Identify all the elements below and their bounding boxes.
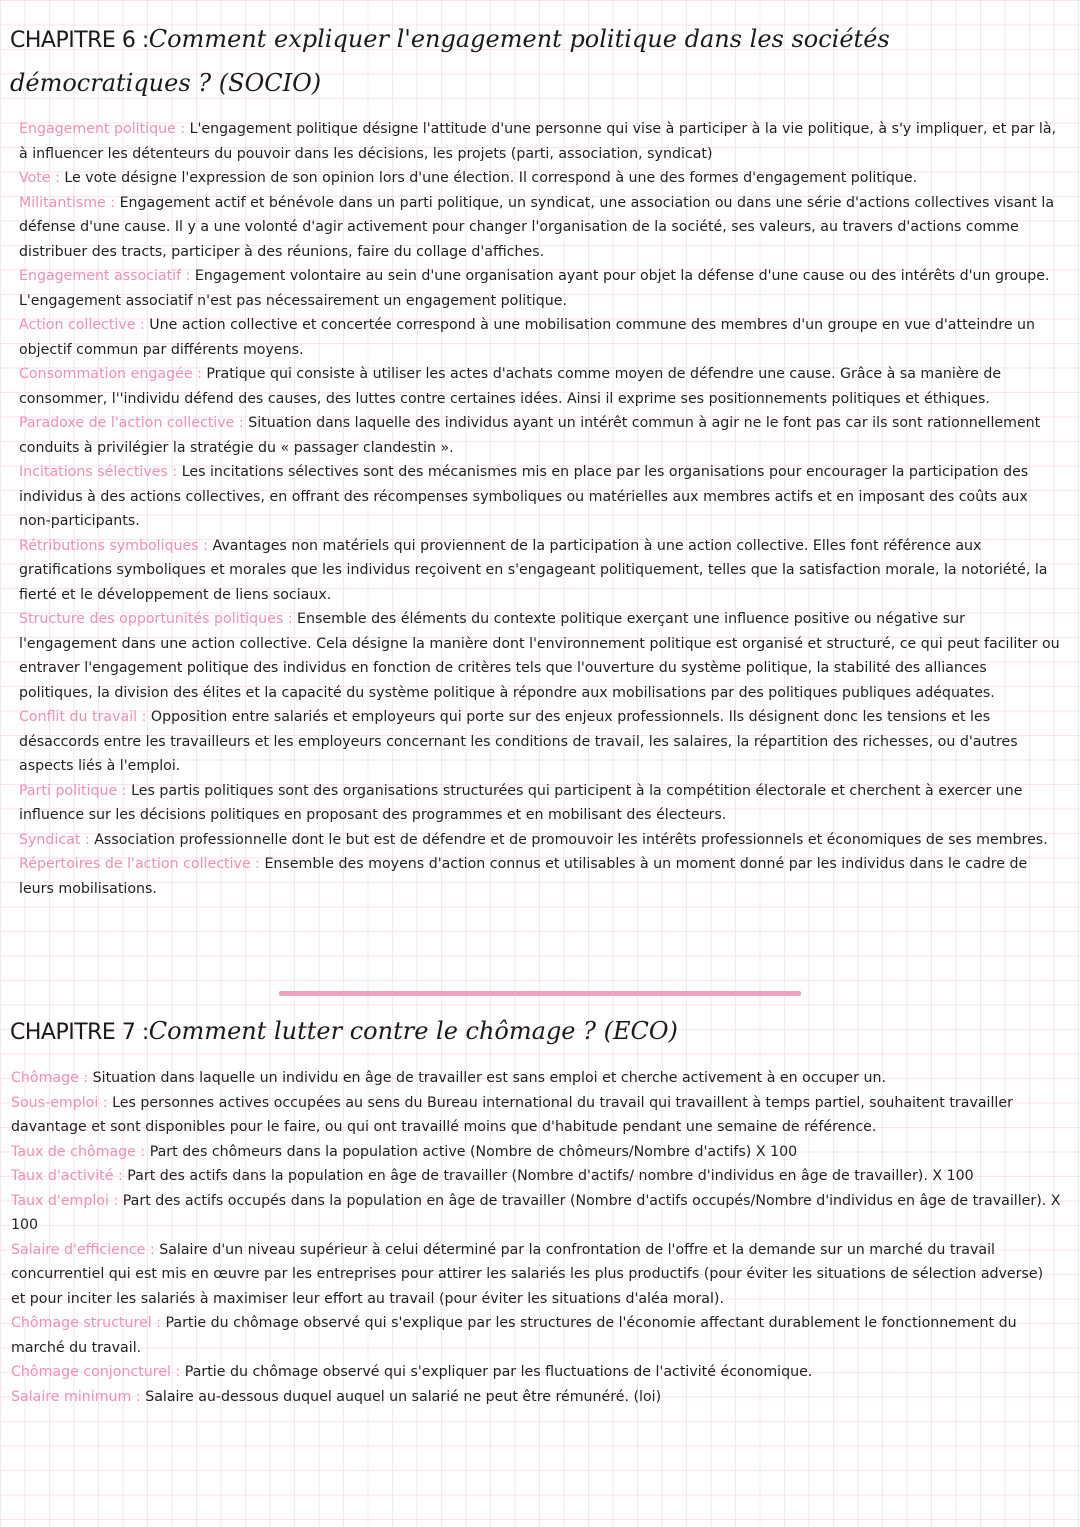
definition-item	[19, 166, 1064, 191]
chapter-7-title-text: Comment lutter contre le chômage ? (ECO)	[148, 1017, 678, 1045]
definition-text: Ensemble des moyens d'action connus et utilisables à un moment donné par les individus dans le cadre de leurs mobilisations.	[19, 856, 1028, 897]
definition-text: Part des actifs dans la population en âge de travailler (Nombre d'actifs/ nombre d'individus en âge de travailler). X 100	[127, 1168, 974, 1184]
definition-term: Engagement associatif	[19, 268, 182, 284]
definition-text: Part des chômeurs dans la population active (Nombre de chômeurs/Nombre d'actifs) X 100	[149, 1143, 798, 1160]
definition-item	[19, 828, 1064, 853]
definition-term: Incitations sélectives	[19, 464, 168, 480]
definition-separator: :	[105, 194, 120, 211]
definition-text: Situation dans laquelle un individu en âge de travailler est sans emploi et cherche activement à en occuper un.	[92, 1070, 886, 1086]
definition-separator: :	[167, 464, 182, 480]
definition-term: Taux d'emploi	[11, 1192, 109, 1209]
definition-text: Partie du chômage observé qui s'expliquer par les fluctuations de l'activité économique.	[184, 1364, 813, 1380]
definition-separator: :	[198, 537, 213, 554]
definition-text: Part des actifs occupés dans la population en âge de travailler (Nombre d'actifs occupés/Nombre d'individus en âge de travailler). X 100	[11, 1192, 1061, 1233]
definition-item	[11, 1238, 1061, 1312]
definition-separator: :	[181, 268, 195, 284]
definition-text: Engagement volontaire au sein d'une organisation ayant pour objet la défense d'une cause ou des intérêts d'un groupe. L'engagement associatif n'est pas nécessairement un engagement politique.	[19, 268, 1050, 309]
definition-item	[19, 313, 1064, 362]
definition-item	[19, 607, 1064, 705]
definition-text: Salaire d'un niveau supérieur à celui déterminé par la confrontation de l'offre et la demande sur un marché du travail concurrentiel qui est mis en œuvre par les entreprises pour attirer les salariés les plus productifs (pour éviter les situations de sélection adverse) et pour inciter les salariés à maximiser leur effort au travail (pour éviter les situations d'aléa moral).	[11, 1241, 1044, 1307]
definition-separator: :	[151, 1315, 166, 1331]
definition-separator: :	[137, 709, 151, 725]
definition-text: L'engagement politique désigne l'attitude d'une personne qui vise à participer à la vie politique, à s'y impliquer, et par là, à influencer les détenteurs du pouvoir dans les décisions, les projets (parti, association, syndicat)	[19, 121, 1057, 162]
definition-item	[19, 411, 1064, 460]
definition-text: Pratique qui consiste à utiliser les actes d'achats comme moyen de défendre une cause. Grâce à sa manière de consommer, l''individu défend des causes, des luttes contre certaines idées. Ainsi il exprime ses positionnements politiques et éthiques.	[19, 366, 1002, 407]
definition-item	[11, 1091, 1061, 1140]
definition-term: Taux de chômage	[11, 1143, 136, 1160]
definition-text: Partie du chômage observé qui s'explique par les structures de l'économie affectant durablement le fonctionnement du marché du travail.	[11, 1315, 1017, 1356]
definition-term: Paradoxe de l'action collective	[19, 415, 235, 431]
definition-item	[19, 705, 1064, 779]
definition-term: Syndicat	[19, 831, 81, 848]
definition-term: Action collective	[19, 317, 136, 333]
definition-term: Consommation engagée	[19, 366, 193, 382]
definition-separator: :	[234, 415, 249, 431]
definition-text: Engagement actif et bénévole dans un parti politique, un syndicat, une association ou dans une série d'actions collectives visant la défense d'une cause. Il y a une volonté d'agir activement pour changer l'organisation de la société, ses valeurs, au travers d'actions comme distribuer des tracts, participer à des réunions, faire du collage d'affiches.	[19, 194, 1055, 260]
definition-separator: :	[113, 1168, 128, 1184]
definition-text: Les personnes actives occupées au sens du Bureau international du travail qui travaillent à temps partiel, souhaitent travailler davantage et sont disponibles pour le faire, ou qui ont travaillé moins que d'habitude pendant une semaine de référence.	[11, 1094, 1013, 1135]
definition-separator: :	[80, 831, 95, 848]
definition-separator: :	[131, 1388, 146, 1405]
chapter-6-title	[10, 18, 1010, 104]
definition-item	[19, 191, 1064, 265]
definition-item	[19, 779, 1064, 828]
definition-term: Taux d'activité	[11, 1168, 114, 1184]
definition-item	[11, 1385, 1061, 1410]
definition-text: Le vote désigne l'expression de son opinion lors d'une élection. Il correspond à une des formes d'engagement politique.	[64, 170, 918, 186]
definition-term: Parti politique	[19, 782, 118, 799]
definition-text: Opposition entre salariés et employeurs qui porte sur des enjeux professionnels. Ils désignent donc les tensions et les désaccords entre les travailleurs et les employeurs concernant les conditions de travail, les salaires, la répartition des richesses, ou d'autres aspects liés à l'emploi.	[19, 709, 1018, 774]
definition-item	[11, 1360, 1061, 1385]
definition-text: Salaire au-dessous duquel auquel un salarié ne peut être rémunéré. (loi)	[145, 1388, 662, 1405]
definition-term: Salaire d'efficience	[11, 1241, 146, 1258]
definition-term: Structure des opportunités politiques	[19, 611, 284, 627]
definition-text: Les partis politiques sont des organisations structurées qui participent à la compétition électorale et cherchent à exercer une influence sur les décisions politiques en proposant des programmes et en mobilisant des électeurs.	[19, 782, 1023, 823]
chapter-6-title-text: Comment expliquer l'engagement politique dans les sociétés démocratiques ? (SOCIO)	[10, 25, 890, 97]
definition-text: Les incitations sélectives sont des mécanismes mis en place par les organisations pour encourager la participation des individus à des actions collectives, en offrant des récompenses symboliques ou matérielles aux membres actifs et en imposant des coûts aux non-participants.	[19, 464, 1029, 529]
definition-term: Sous-emploi	[11, 1094, 99, 1111]
definition-item	[19, 534, 1064, 608]
definition-term: Répertoires de l'action collective	[19, 856, 251, 872]
definition-item	[11, 1140, 1061, 1165]
chapter-6-definitions	[19, 117, 1064, 901]
definition-separator: :	[145, 1241, 160, 1258]
definition-term: Vote	[19, 170, 51, 186]
definition-separator: :	[250, 856, 265, 872]
definition-text: Une action collective et concertée correspond à une mobilisation commune des membres d'un groupe en vue d'atteindre un objectif commun par différents moyens.	[19, 317, 1036, 358]
definition-text: Situation dans laquelle des individus ayant un intérêt commun à agir ne le font pas car ils sont rationnellement conduits à privilégier la stratégie du « passager clandestin ».	[19, 415, 1041, 456]
chapter-7-lead: CHAPITRE 7 :	[10, 1020, 149, 1045]
definition-item	[19, 117, 1064, 166]
definition-item	[19, 362, 1064, 411]
chapter-6-lead: CHAPITRE 6 :	[10, 28, 149, 53]
definition-item	[11, 1164, 1061, 1189]
definition-text: Avantages non matériels qui proviennent de la participation à une action collective. Elles font référence aux gratifications symboliques et morales que les individus reçoivent en s'engageant politiquement, telles que la satisfaction morale, la notoriété, la fierté et le développement de liens sociaux.	[19, 537, 1048, 603]
definition-separator: :	[108, 1192, 123, 1209]
definition-term: Chômage	[11, 1070, 79, 1086]
definition-separator: :	[135, 1143, 150, 1160]
definition-separator: :	[135, 317, 150, 333]
definition-item	[19, 460, 1064, 534]
definition-separator: :	[283, 611, 298, 627]
definition-term: Engagement politique	[19, 121, 176, 137]
section-divider	[279, 991, 801, 996]
chapter-7-title	[10, 1010, 1010, 1054]
definition-item	[11, 1311, 1061, 1360]
definition-separator: :	[175, 121, 190, 137]
definition-item	[19, 852, 1064, 901]
definition-text: Association professionnelle dont le but est de défendre et de promouvoir les intérêts professionnels et économiques de ses membres.	[94, 831, 1048, 848]
definition-separator: :	[117, 782, 132, 799]
definition-separator: :	[192, 366, 207, 382]
definition-separator: :	[170, 1364, 185, 1380]
definition-item	[11, 1189, 1061, 1238]
definition-item	[19, 264, 1064, 313]
definition-term: Conflit du travail	[19, 709, 138, 725]
definition-term: Salaire minimum	[11, 1388, 132, 1405]
definition-separator: :	[78, 1070, 93, 1086]
definition-term: Militantisme	[19, 194, 106, 211]
definition-separator: :	[98, 1094, 113, 1111]
chapter-7-definitions	[11, 1066, 1061, 1409]
definition-text: Ensemble des éléments du contexte politique exerçant une influence positive ou négative sur l'engagement dans une action collective. Cela désigne la manière dont l'environnement politique est organisé et structuré, ce qui peut faciliter ou entraver l'engagement politique des individus en fonction de critères tels que l'ouverture du système politique, la stabilité des alliances politiques, la division des élites et la capacité du système politique à répondre aux mobilisations par des politiques publiques adéquates.	[19, 611, 1060, 701]
definition-term: Chômage conjoncturel	[11, 1364, 171, 1380]
definition-term: Rétributions symboliques	[19, 537, 199, 554]
definition-term: Chômage structurel	[11, 1315, 152, 1331]
definition-item	[11, 1066, 1061, 1091]
definition-separator: :	[50, 170, 65, 186]
